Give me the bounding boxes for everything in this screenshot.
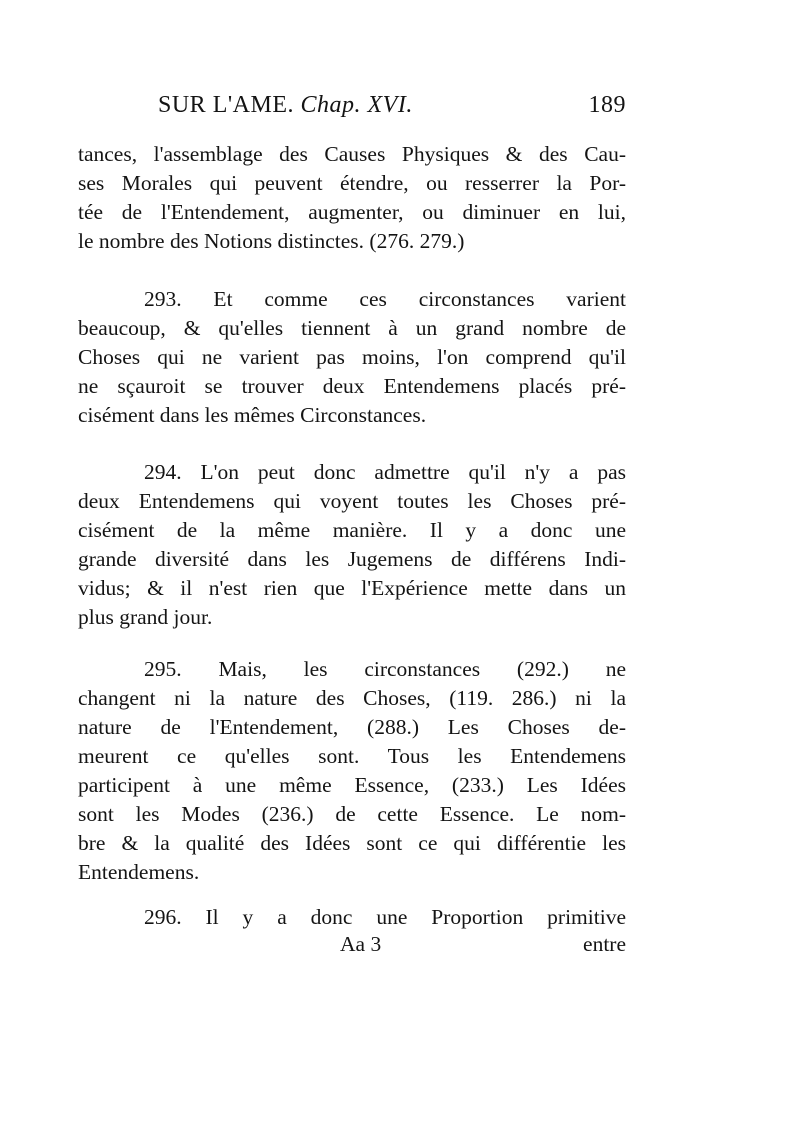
text-line: tée de l'Entendement, augmenter, ou diminuer en lui, — [78, 200, 626, 224]
paragraph-296 — [78, 903, 626, 932]
page-footer — [78, 932, 626, 962]
header-title: SUR L'AME. — [158, 92, 295, 118]
text-line: plus grand jour. — [78, 605, 213, 629]
text-line: 293. Et comme ces circonstances varient — [144, 287, 626, 311]
text-line: ne sçauroit se trouver deux Entendemens placés pré- — [78, 374, 626, 398]
running-title — [158, 92, 413, 119]
text-line: 296. Il y a donc une Proportion primitive — [144, 905, 626, 929]
text-line: meurent ce qu'elles sont. Tous les Entendemens — [78, 744, 626, 768]
text-line: beaucoup, & qu'elles tiennent à un grand nombre de — [78, 316, 626, 340]
text-line: sont les Modes (236.) de cette Essence. Le nom- — [78, 802, 626, 826]
text-line: le nombre des Notions distinctes. (276. 279.) — [78, 229, 465, 253]
catchword: entre — [583, 932, 626, 956]
text-line: bre & la qualité des Idées sont ce qui différentie les — [78, 831, 626, 855]
paragraph-295 — [78, 655, 626, 887]
text-line: deux Entendemens qui voyent toutes les Choses pré- — [78, 489, 626, 513]
text-line: tances, l'assemblage des Causes Physiques & des Cau- — [78, 142, 626, 166]
running-header — [158, 92, 626, 124]
text-line: nature de l'Entendement, (288.) Les Choses de- — [78, 715, 626, 739]
text-line: vidus; & il n'est rien que l'Expérience mette dans un — [78, 576, 626, 600]
text-line: changent ni la nature des Choses, (119. 286.) ni la — [78, 686, 626, 710]
paragraph-continuation — [78, 140, 626, 256]
text-line: 295. Mais, les circonstances (292.) ne — [144, 657, 626, 681]
header-chapter: Chap. XVI. — [300, 92, 413, 118]
text-line: grande diversité dans les Jugemens de différens Indi- — [78, 547, 626, 571]
text-line: Entendemens. — [78, 860, 200, 884]
text-line: Choses qui ne varient pas moins, l'on comprend qu'il — [78, 345, 626, 369]
page-number: 189 — [588, 92, 626, 118]
paragraph-293 — [78, 285, 626, 430]
text-line: ses Morales qui peuvent étendre, ou resserrer la Por- — [78, 171, 626, 195]
signature-mark: Aa 3 — [340, 932, 382, 956]
text-line: cisément de la même manière. Il y a donc une — [78, 518, 626, 542]
text-line: 294. L'on peut donc admettre qu'il n'y a pas — [144, 460, 626, 484]
text-line: participent à une même Essence, (233.) Les Idées — [78, 773, 626, 797]
text-line: cisément dans les mêmes Circonstances. — [78, 403, 427, 427]
paragraph-294 — [78, 458, 626, 632]
